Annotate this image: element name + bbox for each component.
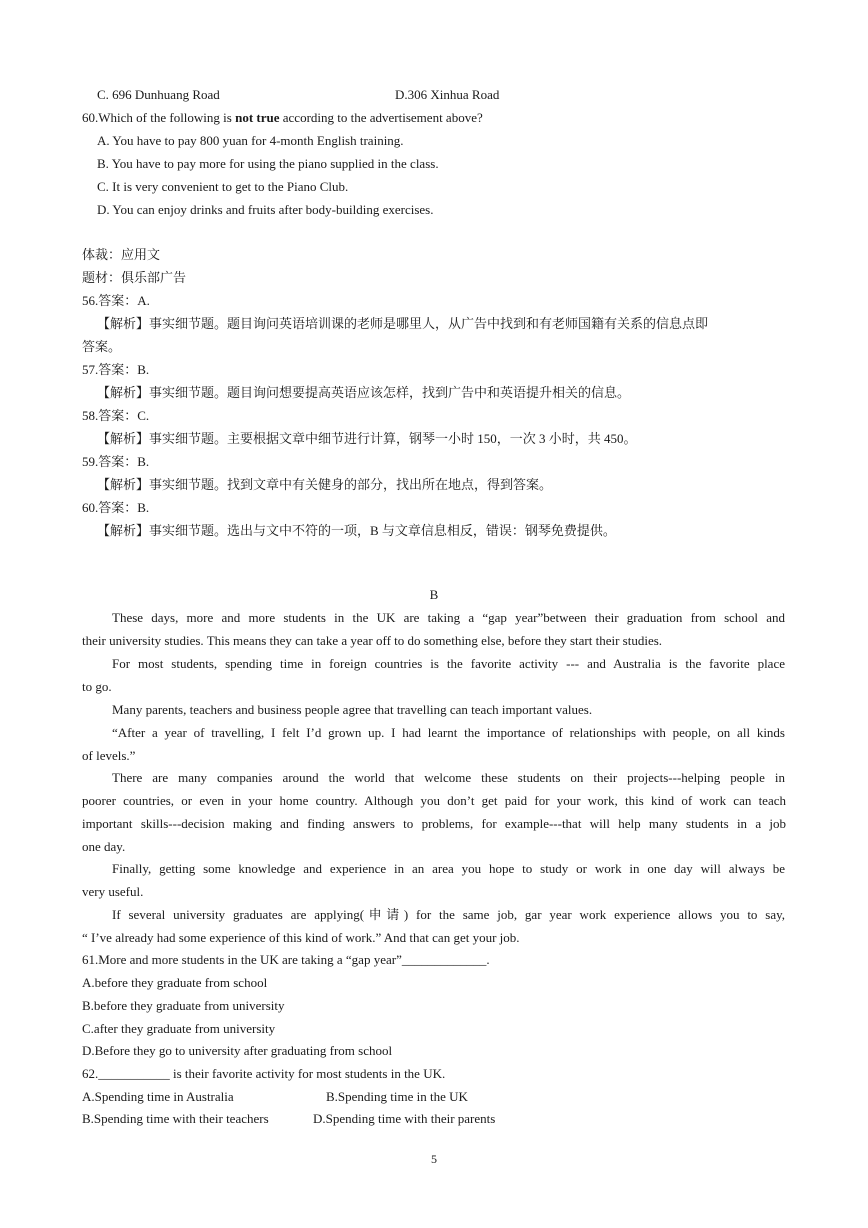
page-number: 5 [431,1152,437,1166]
q62-option-d: D.Spending time with their parents [313,1111,496,1126]
passage-p7-line1: If several university graduates are applying(申请) for the same job, gar year work experience allows you to say, [112,907,785,922]
passage-p4-line2: of levels.” [82,748,136,763]
passage-p5-line3: important skills---decision making and finding answers to problems, for example---that will help many students in a job [82,816,786,831]
topic-label: 题材：俱乐部广告 [82,270,187,285]
q60-stem-suffix: according to the advertisement above? [279,110,483,125]
explain-56-cont: 答案。 [82,339,122,354]
passage-p1-line2: their university studies. This means they can take a year off to do something else, before they start their studies. [82,633,663,648]
passage-p5-line4: one day. [82,839,126,854]
q61-stem: 61.More and more students in the UK are taking a “gap year”_____________. [82,952,490,967]
q61-option-d: D.Before they go to university after graduating from school [82,1043,393,1058]
passage-heading: B [429,587,439,602]
q62-option-b: B.Spending time in the UK [326,1089,468,1104]
passage-p6-line1: Finally, getting some knowledge and experience in an area you hope to study or work in one day will always be [112,861,785,876]
q61-option-a: A.before they graduate from school [82,975,268,990]
passage-p5-line1: There are many companies around the world that welcome these students on their projects---helping people in [112,770,785,785]
q61-option-b: B.before they graduate from university [82,998,285,1013]
genre-label: 体裁：应用文 [82,247,161,262]
q60-stem-prefix: 60.Which of the following is [82,110,236,125]
q59-option-c: C. 696 Dunhuang Road [97,87,220,102]
q62-option-a: A.Spending time in Australia [82,1089,234,1104]
passage-p2-line1: For most students, spending time in foreign countries is the favorite activity --- and Australia is the favorite place [112,656,785,671]
q60-option-b: B. You have to pay more for using the piano supplied in the class. [97,156,439,171]
explain-60: 【解析】事实细节题。选出与文中不符的一项，B 与文章信息相反，错误：钢琴免费提供。 [97,523,616,538]
explain-58: 【解析】事实细节题。主要根据文章中细节进行计算，钢琴一小时 150，一次 3 小时，共 450。 [97,431,637,446]
answer-59: 59.答案：B. [82,454,150,469]
passage-p7-line2: “ I’ve already had some experience of this kind of work.” And that can get your job. [82,930,520,945]
explain-59: 【解析】事实细节题。找到文章中有关健身的部分，找出所在地点，得到答案。 [97,477,553,492]
q60-stem-bold: not true [235,110,280,125]
explain-56: 【解析】事实细节题。题目询问英语培训课的老师是哪里人，从广告中找到和有老师国籍有关系的信息点即 [97,316,709,331]
answer-56: 56.答案：A. [82,293,150,308]
q60-option-a: A. You have to pay 800 yuan for 4-month English training. [97,133,404,148]
q62-stem: 62.___________ is their favorite activity for most students in the UK. [82,1066,446,1081]
passage-p2-line2: to go. [82,679,112,694]
answer-58: 58.答案：C. [82,408,150,423]
passage-p4-line1: “After a year of travelling, I felt I’d grown up. I had learnt the importance of relationships with people, on all kinds [112,725,785,740]
explain-57: 【解析】事实细节题。题目询问想要提高英语应该怎样，找到广告中和英语提升相关的信息。 [97,385,631,400]
q62-option-c: B.Spending time with their teachers [82,1111,269,1126]
q60-option-c: C. It is very convenient to get to the Piano Club. [97,179,349,194]
answer-57: 57.答案：B. [82,362,150,377]
q59-option-d: D.306 Xinhua Road [395,87,500,102]
q61-option-c: C.after they graduate from university [82,1021,276,1036]
passage-p3: Many parents, teachers and business people agree that travelling can teach important values. [112,702,593,717]
passage-p6-line2: very useful. [82,884,144,899]
passage-p5-line2: poorer countries, or even in your home country. Although you don’t get paid for your work, this kind of work can teach [82,793,786,808]
answer-60: 60.答案：B. [82,500,150,515]
passage-p1-line1: These days, more and more students in the UK are taking a “gap year”between their graduation from school and [112,610,785,625]
q60-stem [82,106,786,129]
q60-option-d: D. You can enjoy drinks and fruits after body-building exercises. [97,202,434,217]
